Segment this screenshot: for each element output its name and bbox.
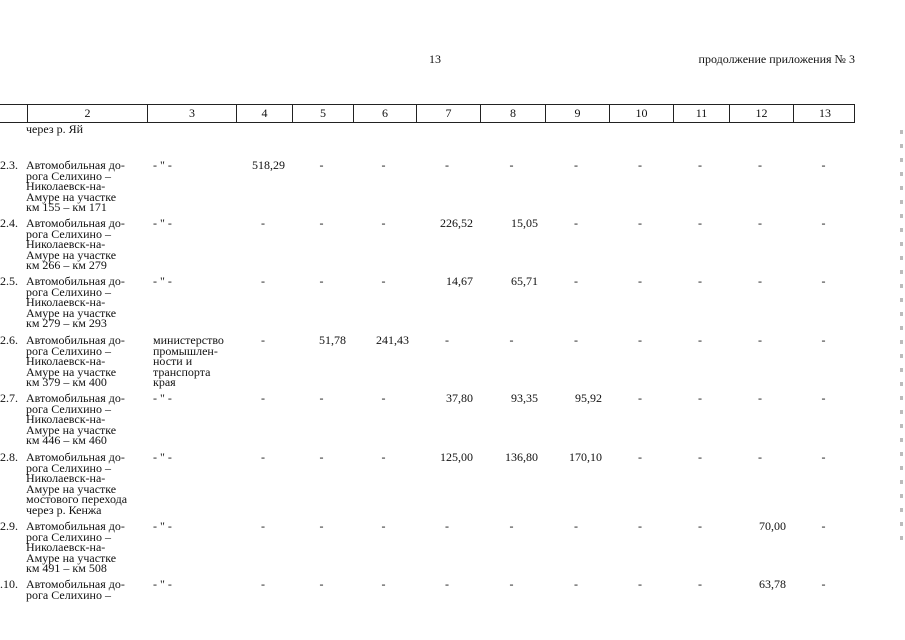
row-description: Автомобильная до- рога Селихино – Николаевск-на- Амуре на участке км 155 – км 171	[26, 158, 125, 214]
row-value-col-8: 65,71	[511, 274, 538, 288]
row-value-col-13: -	[821, 274, 826, 288]
row-value-col-6: -	[381, 519, 386, 533]
row-value-col-5: -	[319, 216, 324, 230]
row-value-col-12: -	[758, 450, 762, 464]
column-number-1	[0, 105, 27, 122]
row-value-col-10: -	[638, 216, 642, 230]
column-number-6: 6	[353, 105, 416, 122]
column-number-11: 11	[673, 105, 729, 122]
row-value-col-9: 170,10	[569, 450, 602, 464]
row-value-col-11: -	[698, 158, 702, 172]
row-value-col-7: 14,67	[446, 274, 473, 288]
row-value-col-11: -	[698, 333, 702, 347]
table-row	[0, 521, 857, 574]
row-responsible: - " -	[153, 519, 172, 533]
row-value-col-10: -	[638, 274, 642, 288]
row-value-col-13: -	[821, 216, 826, 230]
column-number-13: 13	[793, 105, 856, 122]
row-value-col-9: -	[574, 519, 578, 533]
row-value-col-12: -	[758, 158, 762, 172]
row-value-col-13: -	[821, 577, 826, 591]
row-value-col-5: -	[319, 577, 324, 591]
row-responsible: - " -	[153, 450, 172, 464]
row-value-col-12: 63,78	[759, 577, 786, 591]
row-value-col-7: -	[445, 158, 449, 172]
row-value-col-13: -	[821, 391, 826, 405]
row-value-col-5: -	[319, 519, 324, 533]
row-value-col-11: -	[698, 216, 702, 230]
row-value-col-8: 136,80	[505, 450, 538, 464]
row-value-col-9: -	[574, 577, 578, 591]
row-number: 2.7.	[0, 391, 18, 405]
row-value-col-8: -	[509, 519, 514, 533]
row-value-col-11: -	[698, 274, 702, 288]
row-value-col-4: -	[261, 450, 265, 464]
row-value-col-4: 518,29	[252, 158, 285, 172]
row-number: .10.	[0, 577, 18, 591]
row-value-col-8: -	[509, 333, 514, 347]
column-number-2: 2	[27, 105, 147, 122]
row-value-col-12: 70,00	[759, 519, 786, 533]
row-value-col-10: -	[638, 158, 642, 172]
column-number-8: 8	[480, 105, 545, 122]
row-responsible: министерство промышлен- ности и транспорта края	[153, 333, 224, 389]
row-description: Автомобильная до- рога Селихино – Николаевск-на- Амуре на участке мостового перехода через р. Кенжа	[26, 450, 128, 517]
column-number-4: 4	[236, 105, 292, 122]
row-value-col-11: -	[698, 577, 702, 591]
row-value-col-4: -	[261, 216, 265, 230]
row-value-col-6: -	[381, 577, 386, 591]
row-value-col-9: -	[574, 333, 578, 347]
row-value-col-9: -	[574, 216, 578, 230]
table-row	[0, 276, 857, 329]
row-value-col-12: -	[758, 216, 762, 230]
table-row	[0, 335, 857, 388]
row-number: 2.3.	[0, 158, 18, 172]
row-responsible: - " -	[153, 391, 172, 405]
row-value-col-12: -	[758, 274, 762, 288]
row-value-col-5: -	[319, 450, 324, 464]
row-number: 2.8.	[0, 450, 18, 464]
row-number: 2.5.	[0, 274, 18, 288]
row-description: Автомобильная до- рога Селихино – Николаевск-на- Амуре на участке км 379 – км 400	[26, 333, 125, 389]
row-value-col-9: 95,92	[575, 391, 602, 405]
row-responsible: - " -	[153, 577, 172, 591]
row-value-col-8: -	[509, 158, 514, 172]
row-value-col-5: -	[319, 158, 324, 172]
row-description: Автомобильная до- рога Селихино – Николаевск-на- Амуре на участке км 279 – км 293	[26, 274, 125, 330]
row-value-col-13: -	[821, 333, 826, 347]
row-value-col-10: -	[638, 391, 642, 405]
row-value-col-5: -	[319, 391, 324, 405]
row-value-col-10: -	[638, 450, 642, 464]
row-responsible: - " -	[153, 158, 172, 172]
row-value-col-10: -	[638, 577, 642, 591]
scan-edge-marks	[900, 130, 903, 550]
row-value-col-8: 15,05	[511, 216, 538, 230]
row-value-col-10: -	[638, 333, 642, 347]
column-number-10: 10	[609, 105, 673, 122]
row-value-col-4: -	[261, 274, 265, 288]
row-value-col-7: -	[445, 333, 449, 347]
row-value-col-7: -	[445, 519, 449, 533]
row-value-col-6: 241,43	[376, 333, 409, 347]
row-description: Автомобильная до- рога Селихино – Николаевск-на- Амуре на участке км 491 – км 508	[26, 519, 125, 575]
row-value-col-6: -	[381, 391, 386, 405]
row-responsible: - " -	[153, 274, 172, 288]
row-value-col-4: -	[261, 391, 265, 405]
row-value-col-4: -	[261, 577, 265, 591]
row-value-col-11: -	[698, 391, 702, 405]
row-value-col-10: -	[638, 519, 642, 533]
row-number: 2.9.	[0, 519, 18, 533]
row-value-col-5: -	[319, 274, 324, 288]
column-number-3: 3	[147, 105, 236, 122]
row-value-col-7: 37,80	[446, 391, 473, 405]
row-value-col-8: 93,35	[511, 391, 538, 405]
column-number-7: 7	[416, 105, 480, 122]
column-number-5: 5	[292, 105, 353, 122]
table-row	[0, 218, 857, 271]
continuation-text: через р. Яй	[26, 122, 83, 136]
row-value-col-13: -	[821, 158, 826, 172]
row-value-col-4: -	[261, 519, 265, 533]
row-value-col-6: -	[381, 450, 386, 464]
row-number: 2.6.	[0, 333, 18, 347]
row-value-col-5: 51,78	[319, 333, 346, 347]
table-row	[0, 160, 857, 213]
row-value-col-6: -	[381, 216, 386, 230]
row-value-col-9: -	[574, 158, 578, 172]
row-value-col-9: -	[574, 274, 578, 288]
row-responsible: - " -	[153, 216, 172, 230]
column-number-header	[0, 104, 855, 123]
row-value-col-6: -	[381, 158, 386, 172]
column-number-9: 9	[545, 105, 609, 122]
row-value-col-13: -	[821, 519, 826, 533]
row-value-col-13: -	[821, 450, 826, 464]
row-value-col-12: -	[758, 333, 762, 347]
row-value-col-7: 125,00	[440, 450, 473, 464]
table-row	[0, 579, 857, 600]
row-value-col-12: -	[758, 391, 762, 405]
row-value-col-8: -	[509, 577, 514, 591]
table-row	[0, 393, 857, 446]
row-value-col-6: -	[381, 274, 386, 288]
table-row	[0, 452, 857, 515]
row-description: Автомобильная до- рога Селихино – Николаевск-на- Амуре на участке км 266 – км 279	[26, 216, 125, 272]
row-description: Автомобильная до- рога Селихино –	[26, 577, 125, 602]
row-description: Автомобильная до- рога Селихино – Николаевск-на- Амуре на участке км 446 – км 460	[26, 391, 125, 447]
row-value-col-7: -	[445, 577, 449, 591]
column-number-12: 12	[729, 105, 793, 122]
row-value-col-7: 226,52	[440, 216, 473, 230]
page-number: 13	[429, 52, 441, 66]
continuation-note: продолжение приложения № 3	[698, 52, 855, 66]
row-value-col-11: -	[698, 450, 702, 464]
row-value-col-4: -	[261, 333, 265, 347]
row-number: 2.4.	[0, 216, 18, 230]
row-value-col-11: -	[698, 519, 702, 533]
